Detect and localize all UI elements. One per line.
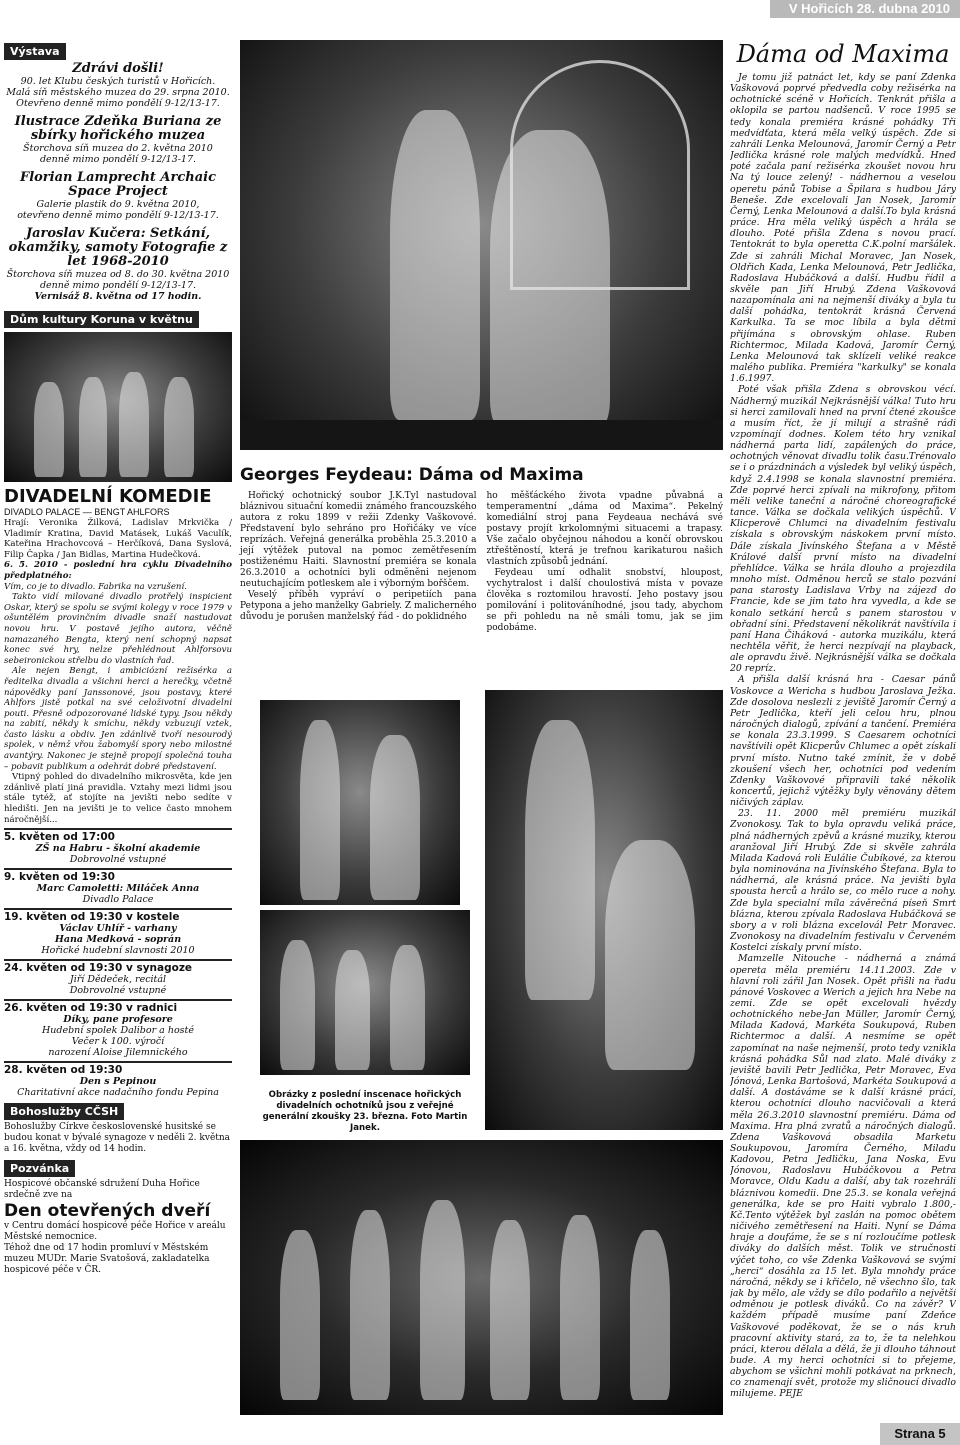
exhibition-line: Galerie plastik do 9. května 2010, [36, 199, 200, 210]
event-item [4, 1061, 232, 1098]
event-line: Dobrovolné vstupné [69, 985, 167, 997]
exhibition-line: otevřeno denně mimo pondělí 9-12/13-17. [17, 210, 219, 221]
stage-photo-ensemble [240, 1140, 723, 1415]
exhibition-title: Ilustrace Zdeňka Buriana ze sbírky hořického muzea [14, 114, 222, 143]
left-column [4, 40, 232, 1420]
exhibition-item [4, 227, 232, 302]
event-date: 5. květen od 17:00 [4, 828, 232, 843]
article-paragraph: Veselý příběh vypráví o peripetiích pana Petypona a jeho manželky Gabriely. Z malicherného důvodu je porušen manželský řád - do poklidného [240, 590, 477, 622]
photo-caption: Obrázky z poslední inscenace hořických divadelních ochotníků jsou z veřejné generální zkoušky 23. března. Foto Martin Janek. [262, 1090, 468, 1133]
event-line: Marc Camoletti: Miláček Anna [36, 883, 200, 895]
feature-paragraph: Je tomu již patnáct let, kdy se paní Zdenka Vaškovová poprvé předvedla coby režisérka na ochotnické scéně v Hořicích. Tenkrát přišla a oklopila se partou nadšenců. V roce 1995 se tedy konala premiéra krásné pohádky Tři medvídťata, která měla velký úspěch. Zde si zahráli Lenka Melounová, Jaromír Černý a Petr Jedlička krásné role malých medvídků. Hned poté začala paní režisérka zkoušet novou hru Na tý louce zelený! - nádhernou a veselou operetu pánů Tobise a Špilara s hudbou Járy Beneše. Zde excelovali Jan Nosek, Jaromír Černý, Lenka Melounová a další.To byla krásná práce. Hra měla veliký úspěch a hrála se dlouho. Poté přišla Zdena s novou prací. Tentokrát to byla operetta C.K.polní maršálek. Zde si zahráli Michal Moravec, Jan Nosek, Oldřich Kada, Lenka Melounová, Petr Jedlička, Radoslava Hubáčková a další. Hudbu řídil a skvěle pan Jiří Hrubý. Zdena Vaškovová nazapomínala ani na nejmenší diváky a byla tu další pohádka, tentokrát krásná Červená Karkulka. Ta se moc líbila a byla dětmi přijímána s obrovským ohlase. Ruben Richtermoc, Milada Kadová, Jaromír Černý, Lenka Melounová tak sklízeli veliké reakce malého publika. Premiéra "karkulky" se konala 1.6.1997. [730, 72, 956, 385]
event-line: Hořické hudební slavnosti 2010 [41, 945, 195, 957]
exhibition-item [4, 171, 232, 221]
article-column [240, 491, 477, 634]
exhibition-line: denně mimo pondělí 9-12/13-17. [39, 280, 197, 291]
comedy-description: Ale nejen Bengt, i ambiciózní režisérka a ředitelka divadla a všichni herci a herečky, včetně nápovědky paní Janssonové, jsou postavy, které Ahlfors jistě potkal na své celoživotní divadelní pouti. Přesně odpozorované lidské typy. Jsou někdy na zabití, někdy k smíchu, někdy vzbuzují vztek, často lásku a obdiv. Jen zdánlivě tvoří nesourodý spolek, v němž vřou žabomyší spory nebo milostné avantýry. Nakonec je stejně propojí společná touha – pobavit publikum a odehrát dobré představení. [4, 666, 232, 772]
event-line: Jiří Dědeček, recitál [69, 974, 167, 986]
exhibition-line: denně mimo pondělí 9-12/13-17. [39, 154, 197, 165]
feature-paragraph: Mamzelle Nitouche - nádherná a známá opereta měla premiéru 14.11.2003. Zde v hlavní roli zářil Jan Nosek. Opět přišli na řadu pánové Voskovec a Werich a jejich hra Nebe na zemi. Zde se opět excelovali hvězdy ochotnického nebe-Jan Müller, Jaromír Černý, Milada Kadová, Markéta Soukupová, Ruben Richtermoc a další. A nesmíme se opět zapomínat na naše nejmenší, proto tedy vznikla krásná pohádka Sůl nad zlato. Malé diváky z jeviště bavili Petr Jedlička, Petr Moravec, Eva Jónová, Lenka Bartošová, Markéta Soukupová a další. A dostáváme se k další krásné práci, kterou ochotníci dlouho nacvičovali a která měla 26.3.2010 slavnostní premiéru. Dáma od Maxima. Hra plná zvratů a náročných dialogů. Zdena Vaškovová obsadila Marketu Soukupovou, Jaromíra Černého, Miladu Kadovou, Petra Jedličku, Jana Noska, Evu Jónovou, Radoslavu Hubáčkovou a Petra Moravce, Oldu Kadu a další, aby tak rozehráli bláznivou komedii. Dne 25.3. se konala veřejná generálka, kde se pro Haiti vybralo 1.800,- Kč.Tento výtěžek byl zaslán na pomoc obětem ničivého zemětřesení na Haiti. Nyní se Dáma hraje a doufáme, že se s ní rozloučíme potlesk diváky do dalších měst. Tolik ve stručnosti výčet toho, co vše Zdenka Vaškovová se svými „herci“ dosáhla za 15 let. Byla mnohdy práce náročná, někdy se i křičelo, ně všechno šlo, tak jak by mělo, ale vždy se dílo podařilo a největší odměnou je potlesk diváků. Co na závěr? V každém případě musíme paní Zdeňce Vaškovové poděkovat, že se o nás kruh pracovní aktivity stará, za to, že ta nelehkou práci, kterou dělala a dělá, že ji dlouho táhnout bude. A my herci ochotníci si to přejeme, abychom se všichni mohli potkávat na prknech, co znamenají svět, protože my sličnoucí divadlo milujeme. PEJE [730, 953, 956, 1400]
feature-body [730, 72, 956, 1400]
exhibition-line: Štorchova síň muzea do 2. května 2010 [23, 143, 213, 154]
event-line: Večer k 100. výročí [71, 1036, 165, 1048]
middle-column [240, 40, 723, 1420]
exhibition-title: Zdrávi došli! [72, 61, 164, 76]
exhibition-line: Štorchova síň muzea od 8. do 30. května 2010 [6, 269, 230, 280]
stage-photo-fan [485, 690, 723, 1130]
event-date: 26. květen od 19:30 v radnici [4, 999, 232, 1014]
event-line: Charitativní akce nadačního fondu Pepina [17, 1087, 219, 1099]
section-heading-vystava: Výstava [4, 43, 66, 60]
event-line: Díky, pane profesore [63, 1014, 173, 1026]
comedy-description: Takto vidí milované divadlo protřelý inspicient Oskar, který se spolu se svými kolegy v roce 1979 v ošuntělém provinčním divadle snaží nastudovat novou hru. V postavě jejího autora, věčně namazaného Bengta, který není schopný napsat konec své hry, nelze přehlédnout Ahlforsovu sebeironickou střelbu do vlastních řad. [4, 592, 232, 666]
comedy-tagline: Vím, co je to divadlo. Fabrika na vzrušení. [4, 581, 187, 592]
right-column [730, 40, 956, 1420]
exhibition-item [4, 62, 232, 109]
article-paragraph: Feydeau umí odhalit snobství, hloupost, vychytralost i další choulostivá místa v povaze člověka s roztomilou hravostí. Jeho postavy jsou pomilování i politováníhodné, jsou tady, abychom se při pohledu na ně smáli tomu, jak se jim podobáme. [486, 568, 723, 633]
exhibition-title: Jaroslav Kučera: Setkání, okamžiky, samoty Fotografie z let 1968-2010 [8, 226, 228, 269]
comedy-cast-photo [4, 332, 232, 482]
main-stage-photo [240, 40, 723, 450]
event-item [4, 999, 232, 1058]
article-column [487, 491, 724, 634]
invitation-text: Téhož dne od 17 hodin promluví v Městském muzeu MUDr. Marie Svatošová, zakladatelka hospicové péče v ČR. [4, 1243, 210, 1276]
event-item [4, 828, 232, 865]
event-item [4, 868, 232, 905]
vernisage-line: Vernisáž 8. května od 17 hodin. [34, 291, 202, 302]
feature-paragraph: 23. 11. 2000 měl premiéru muzikál Zvonokosy. Tak to byla opravdu veliká práce, plná nádherných zpěvů a krásné muziky, kterou aranžoval Jiří Hrubý. Zde si skvěle zahrála Milada Kadová roli Eulálie Čubíkové, za kterou byla nominována na Jivínského Štefana. Byla to nádherná, ale krásná práce. Na jevišti byla spousta herců a hrálo se, co mělo ruce a nohy. Zde byla specialní míla závěrečná píseň Smrt blázna, kterou zpívala Radoslava Hubáčková se sbory a v roli blázna excelovál Petr Moravec. Zvonokosy na divadelním festivalu v Červeném Kostelci získaly první místo. [730, 808, 956, 954]
exhibition-item [4, 115, 232, 165]
event-line: Hana Medková - soprán [54, 934, 182, 946]
exhibition-line: Malá síň městského muzea do 29. srpna 2010. [6, 87, 230, 98]
section-heading-dum-kultury: Dům kultury Koruna v květnu [4, 311, 199, 328]
event-line: narození Aloise Jilemnického [48, 1047, 188, 1059]
event-date: 19. květen od 19:30 v kostele [4, 908, 232, 923]
event-line: Divadlo Palace [82, 894, 154, 906]
event-date: 9. květen od 19:30 [4, 868, 232, 883]
exhibition-title: Florian Lamprecht Archaic Space Project [19, 170, 217, 199]
open-day-title: Den otevřených dveří [4, 1201, 211, 1222]
invitation-intro: Hospicové občanské sdružení Duha Hořice srdečně zve na [4, 1179, 200, 1201]
stage-photo-group [260, 910, 470, 1075]
exhibition-line: 90. let Klubu českých turistů v Hořicích. [20, 76, 216, 87]
comedy-description: Vtipný pohled do divadelního mikrosvěta, kde jen zdánlivě platí jiná pravidla. Vztahy mezi lidmi jsou stále tytéž, ať stojíte na jevišti nebo sedíte v hledišti. Jen na jevišti je to velice často mnohem náročnější... [4, 772, 232, 825]
event-line: Hudební spolek Dalibor a hosté [41, 1025, 195, 1037]
section-heading-bohosluzby: Bohoslužby CČSH [4, 1103, 124, 1120]
article-title: Georges Feydeau: Dáma od Maxima [240, 465, 584, 485]
feature-paragraph: Poté však přišla Zdena s obrovskou vécí. Nádherný muzikál Nejkrásnější válka! Tuto hru si herci zamilovali hned na první čtené zkoušce a musím říct, že jí milují a strašně rádi vzpomínají dodnes. Kolem této hry vznikal nádherná parta lidí, zapálených do práce, ochotných věnovat divadlu tolik času.Trénovalo se i o prázdninách a výsledek byl veliký úspěch, když 2.4.1998 se konala slavnostní premiéra. Zde poprvé herci zpívali na mikrofony, přitom měli velike taneční a náročné choreografické tance. Válka se dočkala velikých úspěchů. V Klicperově Chlumci na divadelním festivalu získala s obrovským náskokem první místo. Dále získala Jivínského Štefana a v Městě Králové další první místo na divadelní přehlídce. Válka se hrála dlouho a projezdila mnoho míst. Odměnou herců se stalo pozvání pana starosty Ladislava Vrby na zájezd do Francie, kde se jim tato hra vyvedla, a kde se konalo setkání herců s panem starostou v obřadní síni. Představení několikrát navštívila i paní Hana Čiháková - autorka muzikálu, která nechtěla věřit, že herci nezpívají na playback, ale opravdu živě. Nejkrásnější válka se dočkala 20 repríz. [730, 384, 956, 675]
event-item [4, 908, 232, 956]
section-heading-pozvanka: Pozvánka [4, 1160, 75, 1177]
event-date: 24. květen od 19:30 v synagoze [4, 959, 232, 974]
event-line: Den s Pepinou [79, 1076, 157, 1088]
event-line: Dobrovolné vstupné [69, 854, 167, 866]
feature-title: Dáma od Maxima [736, 40, 950, 68]
stage-photo-duo [260, 700, 460, 905]
comedy-cast: Hrají: Veronika Žilková, Ladislav Mrkvička / Vladimír Kratina, David Matásek, Lukáš Vaculík, Kateřina Hrachovcová – Herčíková, Dana Syslová, Filip Čapka / Jan Bidlas, Martina Hudečková. [4, 518, 232, 560]
article-paragraph: Hořický ochotnický soubor J.K.Tyl nastudoval bláznivou situační komedii známého francouzského autora z roku 1899 v režii Zdenky Vaškovové. Představení bylo sehráno pro Hořičáky ve více reprízách. Veřejná generálka proběhla 25.3.2010 a její výtěžek putoval na pomoc zemětřesením postiženému Haiti. Slavnostní premiéra se konala 26.3.2010 a ochotníci byli odměněni nejenom neutuchajícím potleskem ale i výborným bořščem. [240, 491, 477, 589]
comedy-subtitle: DIVADLO PALACE — BENGT AHLFORS [4, 507, 170, 517]
comedy-date: 6. 5. 2010 - poslední hra cyklu Divadelního předplatného: [4, 560, 232, 581]
feature-paragraph: A přišla další krásná hra - Caesar pánů Voskovce a Wericha s hudbou Jaroslava Ježka. Zde dosolova neslezli z jeviště Jaromír Černý a Petr Jedlička, kteří jeli celou hru, plnou náročných dialogů, zpívání a tančení. Premiéra se konala 23.3.1999. S Caesarem ochotníci navštívili opět Klicperův Chlumec a opět získali první místo. Nutno také zmínit, že v době zkoušení všech her, ochotníci pod vedením Zdenky Vaškovové připravili také několik koncertů, jejichž výtěžky byly věnovány dětem ničivých záplav. [730, 674, 956, 809]
comedy-title: DIVADELNÍ KOMEDIE [4, 486, 212, 507]
invitation-text: v Centru domácí hospicové péče Hořice v areálu Městské nemocnice. [4, 1221, 226, 1243]
event-line: Václav Uhlíř - varhany [59, 923, 177, 935]
exhibition-line: Otevřeno denně mimo pondělí 9-12/13-17. [16, 98, 220, 109]
issue-date-header: V Hořicích 28. dubna 2010 [770, 0, 960, 18]
article-columns [240, 491, 723, 634]
bohosluzby-text: Bohoslužby Církve československé husitské se budou konat v bývalé synagoze v neděli 2. května a 16. května, vždy od 14 hodin. [4, 1122, 231, 1155]
event-date: 28. květen od 19:30 [4, 1061, 232, 1076]
article-paragraph: ho měšťáckého života vpadne půvabná a temperamentní „dáma od Maxima“. Pekelný komediální stroj pana Feydeaua nechává své postavy projít krkolomnými situacemi a trapasy. Vše začalo obyčejnou náhodou a končí obrovskou ztřeštěností, která je trefnou karikaturou našich vlastních způsobů jednání. [486, 491, 723, 567]
event-line: ZŠ na Habru - školní akademie [35, 843, 201, 855]
event-item [4, 959, 232, 996]
page-number: Strana 5 [880, 1423, 960, 1445]
